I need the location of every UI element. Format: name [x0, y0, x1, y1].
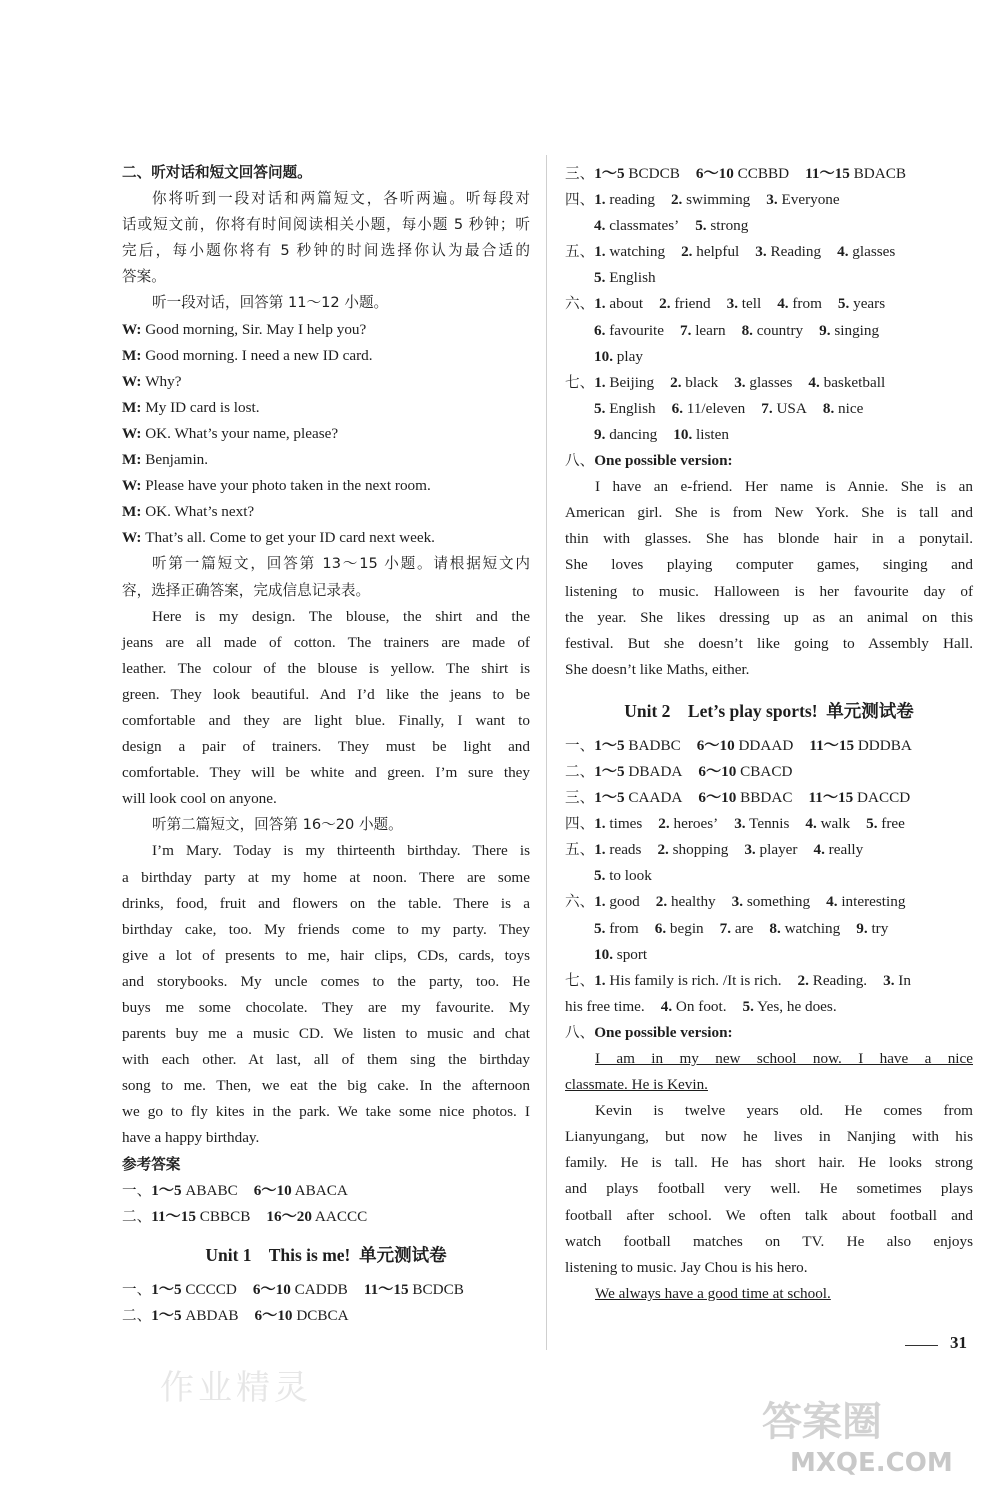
text-line: with each other. At last, all of them sing the birthday — [122, 1051, 530, 1069]
answer-row: 一、1～5 CCCCD 6～10 CADDB 11～15 BCDCB — [122, 1280, 464, 1298]
essay-heading: 八、One possible version: — [565, 452, 733, 470]
watermark-site: MXQE.COM — [790, 1448, 953, 1478]
answer-row: 5. English — [594, 269, 656, 287]
answer-row: his free time. 4. On foot. 5. Yes, he does. — [565, 997, 837, 1015]
text-line: parents buy me a music CD. We listen to music and chat — [122, 1025, 530, 1043]
text-line: drinks, food, fruit and flowers on the table. There is a — [122, 894, 530, 912]
section-heading: 二、听对话和短文回答问题。 — [122, 164, 312, 181]
dialog-line: M: Good morning. I need a new ID card. — [122, 346, 373, 364]
answer-row: 4. classmates’ 5. strong — [594, 217, 749, 235]
dialog-line: W: Why? — [122, 372, 182, 390]
dialog-line: W: Please have your photo taken in the next room. — [122, 477, 431, 495]
answer-row: 5. to look — [594, 867, 652, 885]
essay-line: classmate. He is Kevin. — [565, 1076, 708, 1094]
essay-line: We always have a good time at school. — [595, 1284, 831, 1302]
text-line: comfortable. They will be white and green. I’m sure they — [122, 764, 530, 782]
dialog — [122, 317, 530, 552]
text-line: football after school. We often talk about football and — [565, 1206, 973, 1224]
text-line: song to me. Then, we eat the big cake. In the afternoon — [122, 1077, 530, 1095]
text-line: and storybooks. My uncle comes to the party, too. He — [122, 972, 530, 990]
text-line: give a lot of presents to me, hair clips, CDs, cards, toys — [122, 946, 530, 964]
text-line: Lianyungang, but now he lives in Nanjing with his — [565, 1128, 973, 1146]
answer-row: 七、1. His family is rich. /It is rich. 2. Reading. 3. In — [565, 971, 911, 989]
text-line: design a pair of trainers. They must be light and — [122, 738, 530, 756]
text-line: the year. She likes dressing up as an animal on this — [565, 608, 973, 626]
answer-row: 六、1. about 2. friend 3. tell 4. from 5. years — [565, 295, 886, 313]
answer-row: 七、1. Beijing 2. black 3. glasses 4. basketball — [565, 373, 886, 391]
instruction-line: 话或短文前，你将有时间阅读相关小题，每小题 5 秒钟；听 — [122, 216, 530, 234]
text-line: festival. But she doesn’t like going to Assembly Hall. — [565, 634, 973, 652]
answer-row: 10. sport — [594, 945, 648, 963]
answer-row: 一、1～5 ABABC 6～10 ABACA — [122, 1181, 348, 1199]
unit-title: Unit 1 This is me! 单元测试卷 — [205, 1244, 447, 1265]
text-line: She doesn’t like Maths, either. — [565, 660, 750, 678]
page-number: 31 — [950, 1333, 967, 1352]
text-line: She loves playing computer games, singing and — [565, 556, 973, 574]
answer-row: 五、1. watching 2. helpful 3. Reading 4. glasses — [565, 243, 896, 261]
text-line: comfortable and they are light blue. Finally, I want to — [122, 711, 530, 729]
answer-row: 一、1～5 BADBC 6～10 DDAAD 11～15 DDDBA — [565, 736, 912, 754]
dialog-line: M: OK. What’s next? — [122, 503, 255, 521]
text-line: we go to fly kites in the park. We take some nice photos. I — [122, 1103, 530, 1121]
answer-row: 三、1～5 BCDCB 6～10 CCBBD 11～15 BDACB — [565, 165, 906, 182]
answer-row: 5. from 6. begin 7. are 8. watching 9. try — [594, 919, 889, 937]
essay-two — [565, 1098, 973, 1281]
text-line: Kevin is twelve years old. He comes from — [595, 1102, 973, 1120]
text-line: Here is my design. The blouse, the shirt and the — [152, 607, 530, 625]
essay-heading: 八、One possible version: — [565, 1023, 733, 1041]
answers-heading: 参考答案 — [122, 1155, 181, 1173]
answer-row: 10. play — [594, 347, 643, 365]
passage-intro: 听第一篇短文，回答第 13～15 小题。请根据短文内 — [152, 555, 530, 573]
passage-one — [122, 604, 530, 813]
text-line: family. He is tall. He has short hair. He looks strong — [565, 1154, 973, 1172]
text-line: buys me some chocolate. They are my favourite. My — [122, 999, 530, 1016]
answer-row: 5. English 6. 11/eleven 7. USA 8. nice — [594, 399, 864, 417]
answer-row: 四、1. reading 2. swimming 3. Everyone — [565, 191, 840, 209]
passage-intro: 听第二篇短文，回答第 16～20 小题。 — [152, 816, 403, 834]
answer-row: 9. dancing 10. listen — [594, 425, 729, 443]
instruction-line: 完后，每小题你将有 5 秒钟的时间选择你认为最合适的 — [122, 242, 530, 260]
text-line: and plays football very well. He sometimes plays — [565, 1180, 973, 1198]
instruction-line: 你将听到一段对话和两篇短文，各听两遍。听每段对 — [152, 190, 530, 208]
dialog-intro: 听一段对话，回答第 11～12 小题。 — [152, 294, 389, 312]
page-number-rule — [905, 1345, 938, 1346]
text-line: jeans are all made of cotton. The trainers are made of — [122, 633, 530, 651]
answer-row: 6. favourite 7. learn 8. country 9. singing — [594, 321, 880, 339]
dialog-line: M: My ID card is lost. — [122, 398, 260, 416]
right-column — [565, 161, 973, 1307]
answer-row: 二、11～15 CBBCB 16～20 AACCC — [122, 1207, 368, 1225]
text-line: I have an e-friend. Her name is Annie. She is an — [595, 478, 973, 496]
passage-two — [122, 838, 530, 1151]
answer-row: 五、1. reads 2. shopping 3. player 4. really — [565, 841, 864, 859]
passage-intro: 容，选择正确答案，完成信息记录表。 — [122, 581, 371, 599]
dialog-line: W: OK. What’s your name, please? — [122, 424, 339, 442]
dialog-line: M: Benjamin. — [122, 451, 209, 469]
essay-one — [565, 474, 973, 683]
dialog-line: W: That’s all. Come to get your ID card next week. — [122, 529, 435, 547]
text-line: I’m Mary. Today is my thirteenth birthday. There is — [152, 842, 530, 860]
left-column — [122, 160, 530, 1329]
column-divider — [546, 155, 547, 1350]
answer-row: 二、1～5 DBADA 6～10 CBACD — [565, 762, 793, 780]
answer-row: 三、1～5 CAADA 6～10 BBDAC 11～15 DACCD — [565, 789, 911, 807]
unit-title: Unit 2 Let’s play sports! 单元测试卷 — [624, 700, 914, 721]
text-line: watch football matches on TV. He also enjoys — [565, 1232, 973, 1250]
text-line: thin with glasses. She has blonde hair in a ponytail. — [565, 530, 973, 548]
text-line: American girl. She is from New York. She is tall and — [565, 504, 973, 522]
answer-row: 六、1. good 2. healthy 3. something 4. interesting — [565, 893, 906, 911]
text-line: birthday cake, too. My friends come to my party. They — [122, 920, 530, 938]
dialog-line: W: Good morning, Sir. May I help you? — [122, 320, 367, 338]
answer-row: 四、1. times 2. heroes’ 3. Tennis 4. walk 5. free — [565, 815, 905, 833]
text-line: listening to music. Jay Chou is his hero. — [565, 1258, 808, 1276]
text-line: leather. The colour of the blouse is yellow. The shirt is — [122, 659, 530, 677]
text-line: green. They look beautiful. And I’d like the jeans to be — [122, 685, 530, 703]
text-line: have a happy birthday. — [122, 1129, 260, 1147]
essay-line: I am in my new school now. I have a nice — [595, 1050, 973, 1067]
instruction-line: 答案。 — [122, 268, 166, 286]
text-line: a birthday party at my home at noon. There are some — [122, 868, 530, 886]
text-line: will look cool on anyone. — [122, 790, 277, 808]
text-line: listening to music. Halloween is her favourite day of — [565, 582, 973, 600]
answer-row: 二、1～5 ABDAB 6～10 DCBCA — [122, 1306, 349, 1324]
watermark-stamp: 作业精灵 — [160, 1368, 312, 1408]
watermark-logo: 答案圈 — [762, 1399, 882, 1445]
